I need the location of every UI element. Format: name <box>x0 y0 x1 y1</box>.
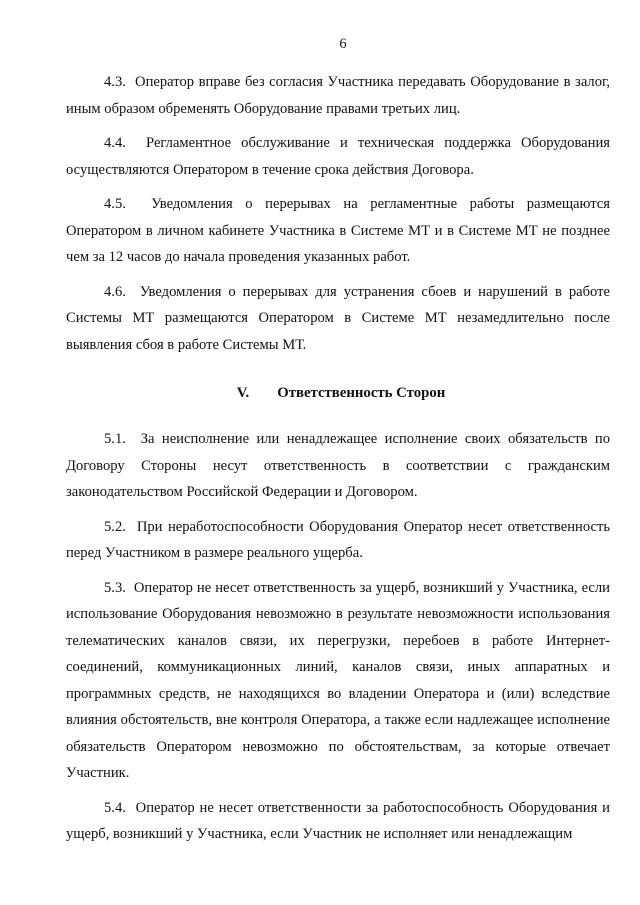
paragraph-5-2: 5.2. При неработоспособности Оборудования Оператор несет ответственность перед Участником в размере реального ущерба. <box>66 518 610 561</box>
paragraph-4-5: 4.5. Уведомления о перерывах на регламентные работы размещаются Оператором в личном кабинете Участника в Системе МТ и в Системе МТ не позднее чем за 12 часов до начала проведения указанных работ. <box>66 196 610 265</box>
page-number: 6 <box>339 36 347 52</box>
paragraph-5-3: 5.3. Оператор не несет ответственность за ущерб, возникший у Участника, если использование Оборудования невозможно в результате невозможности использования телематических каналов связи, их перегрузки, перебоев в работе Интернет-соединений, коммуникационных линий, каналов связи, иных аппаратных и программных средств, не находящихся во владении Оператора и (или) вследствие влияния обстоятельств, вне контроля Оператора, а также если надлежащее исполнение обязательств Оператором невозможно по обстоятельствам, за которые отвечает Участник. <box>66 579 610 781</box>
paragraph-5-4: 5.4. Оператор не несет ответственности за работоспособность Оборудования и ущерб, возникший у Участника, если Участник не исполняет или ненадлежащим <box>66 799 610 842</box>
paragraph-4-3: 4.3. Оператор вправе без согласия Участника передавать Оборудование в залог, иным образом обременять Оборудование правами третьих лиц. <box>66 74 610 117</box>
paragraph-4-6: 4.6. Уведомления о перерывах для устранения сбоев и нарушений в работе Системы МТ размещаются Оператором в Системе МТ незамедлительно после выявления сбоя в работе Системы МТ. <box>66 283 610 353</box>
section-title: Ответственность Сторон <box>277 385 446 401</box>
section-heading <box>66 385 610 402</box>
paragraph-5-1: 5.1. За неисполнение или ненадлежащее исполнение своих обязательств по Договору Стороны несут ответственность в соответствии с гражданским законодательством Российской Федерации и Договором. <box>66 431 610 500</box>
paragraph-4-4: 4.4. Регламентное обслуживание и техническая поддержка Оборудования осуществляются Оператором в течение срока действия Договора. <box>66 135 610 178</box>
section-number: V. <box>236 385 250 401</box>
